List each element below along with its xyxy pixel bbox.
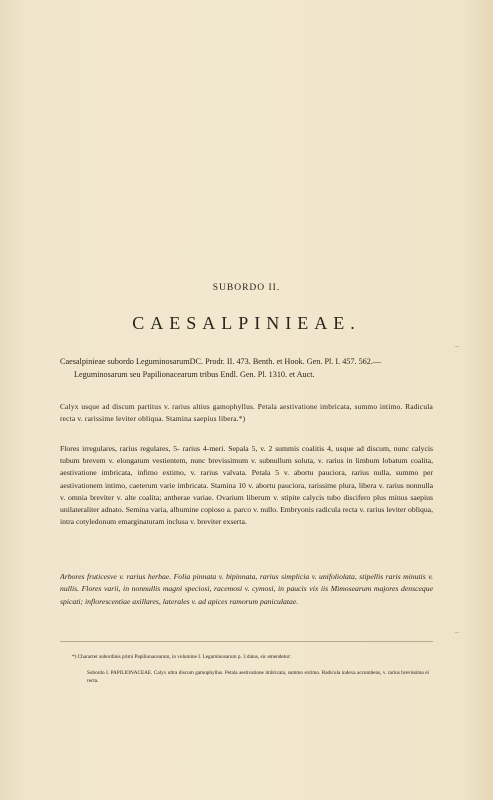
page-mark: [455, 346, 459, 347]
footnote-line-1: *) Character subordinis primi Papilionacearum, in volumine I. Leguminosarum p. 3 datus, sic emendetur:: [72, 654, 291, 660]
page-title: CAESALPINIEAE.: [132, 313, 361, 333]
subordo-heading: SUBORDO II.: [212, 283, 281, 293]
page-mark: [455, 632, 459, 633]
reference-line-1: Caesalpinieae subordo LeguminosarumDC. Prodr. II. 473. Benth. et Hook. Gen. Pl. I. 457. 562.—: [60, 357, 382, 366]
arbores-paragraph: Arbores fruticesve v. rarius herbae. Folia pinnata v. bipinnata, rarius simplicia v. unifoliolata, stipellis raris minutis v. nullis. Flores varii, in nonnullis magni speciosi, racemosi v. cymosi, in paucis vix iis Mimosearum majores densceque spicati; inflorescentiae axillares, laterales v. ad apices ramorum paniculatae.: [60, 572, 433, 606]
flores-paragraph: Flores irregulares, rarius regulares, 5- rarius 4-meri. Sepala 5, v. 2 summis coalitis 4, usque ad discum, nunc calycis tubum brevem v. elongatum vestientem, nunc brevissimum v. subnullum soluta, v. rarius in limbum lobatum coalita, aestivatione imbricata, infimo extimo, v. rarius valvata. Petala 5 v. abortu pauciora, rarius nulla, summo per aestivationem intimo, caeterum varie imbricata. Stamina 10 v. abortu pauciora, rarissime plura, libera v. rarius nonnulla v. omnia breviter v. alte coalita; antherae variae. Ovarium liberum v. stipite calycis tubo discifero plus minus saepius unilateraliter adnato. Semina varia, albumine copioso a. parco v. nullo. Embryonis radicula recta v. rarius leviter obliqua, intra cotyledonum emarginaturam inclusa v. breviter exserta.: [60, 444, 433, 527]
footnote-divider: [60, 641, 433, 642]
reference-line-2: Leguminosarum seu Papilionacearum tribus Endl. Gen. Pl. 1310. et Auct.: [74, 369, 315, 379]
reference-paragraph: [60, 356, 433, 381]
calyx-paragraph: Calyx usque ad discum partitus v. rarius altius gamophyllus. Petala aestivatione imbricata, summo intimo. Radicula recta v. rarissime leviter obliqua. Stamina saepius libera.*): [60, 402, 433, 423]
footnote-line-2: Subordo I. PAPILIONACEAE. Calyx ultra discum gamophyllus. Petala aestivatione imbricata, summo extimo. Radicula indexa accumbens, v. rarius brevissima ei recta.: [87, 670, 429, 684]
